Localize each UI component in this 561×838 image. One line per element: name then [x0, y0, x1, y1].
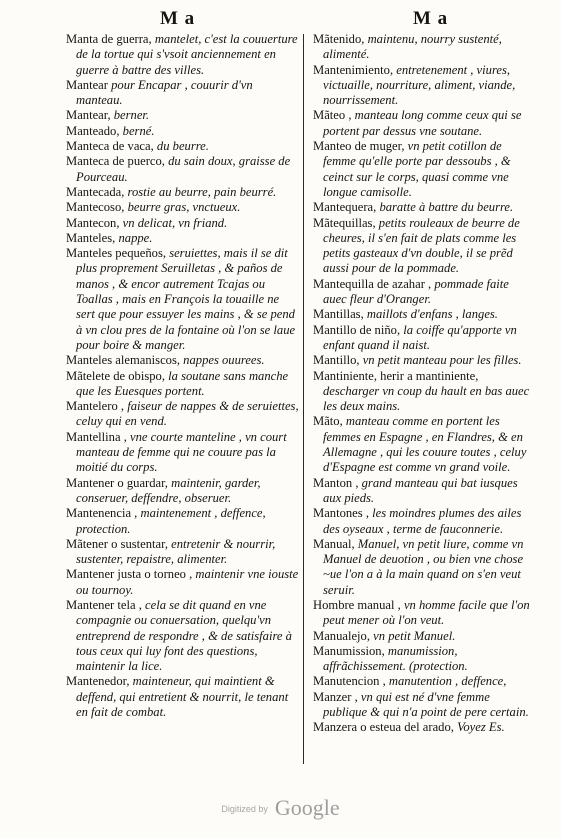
dictionary-entry	[313, 200, 535, 215]
dictionary-entry	[66, 674, 300, 720]
dictionary-entry	[66, 353, 300, 368]
entry-headword: Mantillo de niño,	[313, 322, 404, 337]
entry-definition: nappe.	[118, 230, 153, 245]
entry-definition: manteau long comme ceux qui se portent par dessus vne soutane.	[323, 108, 522, 138]
dictionary-entry	[66, 32, 300, 78]
entry-headword: Manteca de puerco,	[66, 154, 169, 169]
entry-definition: berné.	[122, 123, 155, 138]
left-column	[66, 32, 300, 720]
entry-definition: entretenir & nourrir, sustenter, repaistre, alimenter.	[76, 536, 276, 567]
entry-headword: Manteo de muger,	[313, 139, 408, 154]
entry-definition: descharger vn coup du hault en bas auec les deux mains.	[323, 383, 530, 414]
dictionary-entry	[313, 629, 535, 644]
dictionary-entry	[313, 307, 535, 322]
dictionary-entry	[313, 598, 535, 629]
entry-definition: maillots d'enfans , langes.	[366, 307, 498, 322]
entry-definition: faiseur de nappes & de seruiettes, celuy qui en vend.	[76, 399, 299, 429]
entry-definition: du sain doux, graisse de Pourceau.	[76, 154, 291, 184]
entry-definition: vne courte manteline , vn court manteau de femme qui ne couure pas la moitié du corps.	[76, 429, 287, 475]
dictionary-entry	[66, 200, 300, 215]
running-head-right: M a	[413, 8, 449, 29]
entry-definition: maintenir, garder, conseruer, deffendre, obseruer.	[76, 475, 261, 505]
dictionary-entry	[313, 720, 535, 735]
dictionary-entry	[66, 216, 300, 231]
entry-definition: manumission, affrãchissement. (protection.	[323, 643, 468, 674]
dictionary-entry	[66, 108, 300, 123]
entry-definition: Voyez Es.	[457, 720, 505, 735]
dictionary-entry	[313, 644, 535, 675]
digitized-by-label: Digitized by	[221, 804, 268, 814]
digitization-watermark	[0, 795, 561, 821]
entry-headword: Manzera o esteua del arado,	[313, 720, 458, 735]
entry-headword: Manteado,	[66, 123, 123, 138]
dictionary-entry	[66, 78, 300, 109]
entry-headword: Mantellina ,	[66, 429, 131, 444]
entry-definition: seruiettes, mais il se dit plus proprement Seruilletas , & paños de manos , & encor autrement Tcajas ou Toallas , mais en François la touaille ne sert que pour essuyer les mains , & se pend à vn clou pres de la fontaine où l'on se laue pour boire & manger.	[76, 246, 296, 352]
entry-definition: vn petit cotillon de femme qu'elle porte par dessoubs , & ceinct sur le corps, quasi comme vne longue camisolle.	[323, 139, 511, 199]
entry-definition: grand manteau qui bat iusques aux pieds.	[323, 475, 518, 505]
entry-definition: la coiffe qu'apporte vn enfant quand il naist.	[323, 322, 517, 352]
dictionary-entry	[66, 537, 300, 568]
entry-headword: Mantones ,	[313, 506, 373, 521]
entry-headword: Mãtenido,	[313, 32, 368, 46]
entry-headword: Manteca de vaca,	[66, 139, 157, 154]
dictionary-entry	[66, 154, 300, 185]
dictionary-entry	[313, 506, 535, 537]
dictionary-entry	[66, 185, 300, 200]
entry-headword: Mantillo,	[313, 353, 363, 368]
entry-headword: Mantecoso,	[66, 200, 128, 215]
entry-headword: Manutencion ,	[313, 674, 389, 689]
entry-headword: Mantenimiento,	[313, 62, 397, 77]
dictionary-entry	[313, 476, 535, 507]
entry-definition: petits rouleaux de beurre de cheures, il s'en fait de plats comme les petits gasteaux d'vn double, il se prẽd aussi pour de la pommade.	[323, 215, 520, 276]
entry-definition: mantelet, c'est la couuerture de la tortue qui s'vsoit anciennement en guerre à battre des villes.	[76, 32, 298, 77]
entry-definition: vn delicat, vn friand.	[122, 215, 228, 230]
right-column	[313, 32, 535, 736]
entry-definition: pommade faite auec fleur d'Oranger.	[323, 276, 509, 307]
entry-definition: vn homme facile que l'on peut mener où l'on veut.	[323, 597, 530, 628]
entry-definition: nappes ouurees.	[183, 353, 265, 368]
entry-headword: Manta de guerra,	[66, 32, 155, 46]
dictionary-entry	[66, 598, 300, 674]
dictionary-entry	[313, 537, 535, 598]
entry-definition: maintenement , deffence, protection.	[76, 506, 266, 536]
entry-headword: Mantenencia ,	[66, 506, 141, 521]
entry-headword: Manteles alemaniscos,	[66, 353, 184, 368]
entry-headword: Manton ,	[313, 475, 362, 490]
entry-definition: maintenu, nourry sustenté, alimenté.	[323, 32, 502, 62]
dictionary-entry	[313, 108, 535, 139]
entry-headword: Mantear,	[66, 108, 114, 123]
entry-headword: Mantecon,	[66, 215, 123, 230]
dictionary-entry	[66, 369, 300, 400]
entry-definition: entretenement , viures, victuaille, nourriture, aliment, viande, nourrissement.	[323, 62, 516, 108]
running-head-left: M a	[160, 8, 196, 29]
entry-definition: beurre gras, vnctueux.	[127, 200, 241, 215]
entry-headword: Mãtequillas,	[313, 215, 379, 230]
entry-headword: Mãtelete de obispo,	[66, 368, 169, 383]
dictionary-entry	[313, 690, 535, 721]
entry-headword: Mantillas,	[313, 307, 367, 322]
dictionary-entry	[313, 353, 535, 368]
dictionary-entry	[313, 139, 535, 200]
dictionary-entry	[313, 63, 535, 109]
entry-definition: pour Encapar , couurir d'vn manteau.	[76, 77, 253, 108]
entry-headword: Manual,	[313, 536, 358, 551]
entry-definition: la soutane sans manche que les Euesques portent.	[76, 368, 289, 398]
dictionary-entry	[66, 430, 300, 476]
dictionary-entry	[66, 124, 300, 139]
entry-definition: mainteneur, qui maintient & deffend, qui entretient & nourrit, le tenant en fait de combat.	[76, 674, 289, 720]
entry-headword: Mantecada,	[66, 184, 128, 199]
dictionary-entry	[313, 674, 535, 689]
dictionary-entry	[66, 506, 300, 537]
entry-headword: Mantelero ,	[66, 399, 128, 414]
dictionary-entry	[66, 476, 300, 507]
entry-headword: Mantear	[66, 77, 112, 92]
entry-definition: cela se dit quand en vne compagnie ou conuersation, quelqu'vn entreprend de respondre , & de satisfaire à tous ceux qui luy font des questions, maintenir la lice.	[76, 597, 292, 674]
entry-headword: Mãtener o sustentar,	[66, 536, 172, 551]
dictionary-entry	[313, 323, 535, 354]
entry-definition: manutention , deffence,	[388, 674, 507, 689]
entry-definition: du beurre.	[156, 139, 209, 154]
entry-definition: vn petit Manuel.	[373, 628, 456, 643]
entry-definition: Manuel, vn petit liure, comme vn Manuel de deuotion , ou bien vne chose ~ue l'on a à la main quand on s'en veut seruir.	[323, 536, 524, 597]
dictionary-entry	[66, 231, 300, 246]
entry-headword: Mãto,	[313, 414, 346, 429]
entry-headword: Manteles,	[66, 230, 119, 245]
entry-headword: Manumission,	[313, 643, 388, 658]
dictionary-entry	[66, 246, 300, 353]
google-logo: Google	[274, 795, 340, 820]
dictionary-entry	[313, 216, 535, 277]
entry-headword: Mantener justa o torneo ,	[66, 567, 196, 582]
entry-definition: berner.	[113, 108, 150, 123]
dictionary-entry	[313, 32, 535, 63]
entry-definition: baratte à battre du beurre.	[379, 200, 514, 215]
entry-headword: Mantiniente, herir a mantiniente,	[313, 368, 479, 383]
entry-headword: Mãteo ,	[313, 108, 355, 123]
dictionary-entry	[66, 567, 300, 598]
entry-definition: manteau comme en portent les femmes en Espagne , en Flandres, & en Allemagne , qui les couure toutes , celuy d'Espagne est comme vn grand voile.	[323, 414, 527, 475]
dictionary-entry	[66, 399, 300, 430]
dictionary-entry	[313, 414, 535, 475]
entry-headword: Hombre manual ,	[313, 597, 404, 612]
dictionary-entry	[66, 139, 300, 154]
entry-headword: Mantequera,	[313, 200, 380, 215]
entry-headword: Mantequilla de azahar ,	[313, 276, 435, 291]
entry-definition: vn petit manteau pour les filles.	[362, 353, 522, 368]
entry-headword: Manzer ,	[313, 689, 361, 704]
column-divider	[303, 34, 304, 764]
entry-definition: maintenir vne iouste ou tournoy.	[76, 567, 299, 597]
entry-headword: Mantenedor,	[66, 674, 133, 689]
entry-headword: Mantener o guardar,	[66, 475, 172, 490]
entry-headword: Mantener tela ,	[66, 597, 146, 612]
entry-definition: rostie au beurre, pain beurré.	[127, 184, 277, 199]
entry-definition: les moindres plumes des ailes des oyseaux , terme de fauconnerie.	[323, 506, 522, 536]
dictionary-entry	[313, 369, 535, 415]
entry-definition: vn qui est né d'vne femme publique & qui n'a point de pere certain.	[323, 689, 529, 720]
entry-headword: Manualejo,	[313, 628, 374, 643]
entry-headword: Manteles pequeños,	[66, 246, 170, 261]
dictionary-entry	[313, 277, 535, 308]
